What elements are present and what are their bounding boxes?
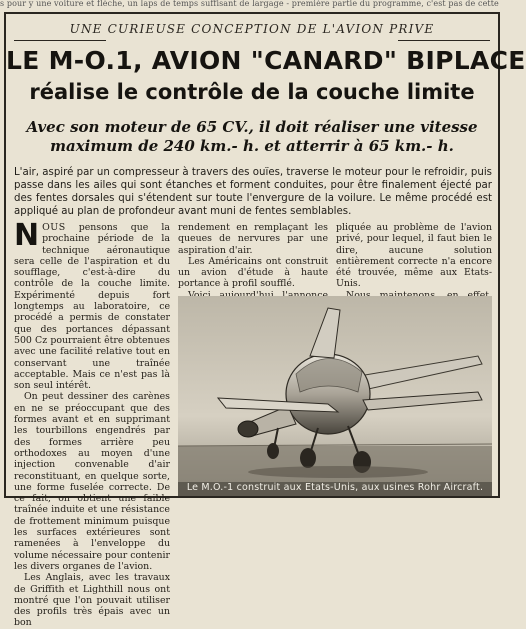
column-2-paragraph-1: rendement en remplaçant les queues de nervures par une aspiration d'air. — [178, 222, 328, 256]
article-kicker: UNE CURIEUSE CONCEPTION DE L'AVION PRIVE — [69, 22, 435, 36]
kicker-rule-right — [398, 40, 490, 41]
column-1 — [14, 218, 170, 629]
drop-cap: N — [14, 218, 40, 253]
article-deck — [6, 118, 498, 156]
deck-line-2: maximum de 240 km.- h. et atterrir à 65 km.- h. — [50, 137, 454, 155]
aircraft-photo — [178, 296, 492, 496]
column-3 — [336, 222, 492, 294]
column-2 — [178, 222, 328, 294]
column-1-paragraph-3: Les Anglais, avec les travaux de Griffith et Lighthill nous ont montré que l'on pouvait utiliser des profils très épais avec un bon — [14, 572, 170, 629]
column-1-text-1: pensons que la prochaine période de la technique aéronautique sera celle de l'aspiration et du soufflage, c'est-à-dire du contrôle de la couche limite. Expérimenté depuis fort longtemps au laboratoire, ce procédé a permis de constater que des portances dépassant 500 Cz pourraient être obtenues avec une facilité relative tout en conservant une traînée acceptable. Mais ce n'est pas là son seul intérêt. — [14, 222, 170, 392]
deck-line-1: Avec son moteur de 65 CV., il doit réaliser une vitesse — [26, 118, 478, 136]
article-frame — [4, 12, 526, 629]
article-lead: L'air, aspiré par un compresseur à travers des ouïes, traverse le moteur pour le refroidir, puis passe dans les ailes qui sont étanches et forment conduites, pour être finalement éjecté par des fentes dorsales qui s'étendent sur toute l'envergure de la voilure. Le même procédé est appliqué au plan de profondeur avant muni de fentes semblables. — [14, 167, 492, 217]
photo-caption: Le M.O.-1 construit aux Etats-Unis, aux usines Rohr Aircraft. — [186, 482, 484, 493]
article-headline: LE M-O.1, AVION "CANARD" BIPLACE — [6, 46, 526, 75]
canard-aircraft-illustration — [178, 296, 492, 496]
opening-word: OUS — [42, 222, 66, 233]
column-1-paragraph-1 — [14, 218, 170, 392]
column-2-paragraph-2: Les Américains ont construit un avion d'étude à haute portance à profil soufflé. — [178, 255, 328, 290]
column-1-paragraph-2: On peut dessiner des carènes en ne se préoccupant que des formes avant et en supprimant les tourbillons engendrés par des formes arrière peu orthodoxes au moyen d'une injection convenable d'air reconstituant, en quelque sorte, une forme fuselée correcte. De ce fait, on obtient une faible traînée induite et une résistance de frottement minimum puisque les surfaces extérieures sont ramenées à l'enveloppe du volume nécessaire pour contenir les divers organes de l'avion. — [14, 391, 170, 572]
article-subhead: réalise le contrôle de la couche limite — [29, 80, 475, 104]
previous-article-strip: s pour y une voiture et flèche, un laps de temps suffisant de largage - première partie du programme, c'est pas de cette — [0, 0, 499, 8]
kicker-rule-left — [14, 40, 106, 41]
column-3-paragraph-1: pliquée au problème de l'avion privé, pour lequel, il faut bien le dire, aucune solution entièrement correcte n'a encore été trouvée, même aux Etats-Unis. — [336, 222, 492, 290]
